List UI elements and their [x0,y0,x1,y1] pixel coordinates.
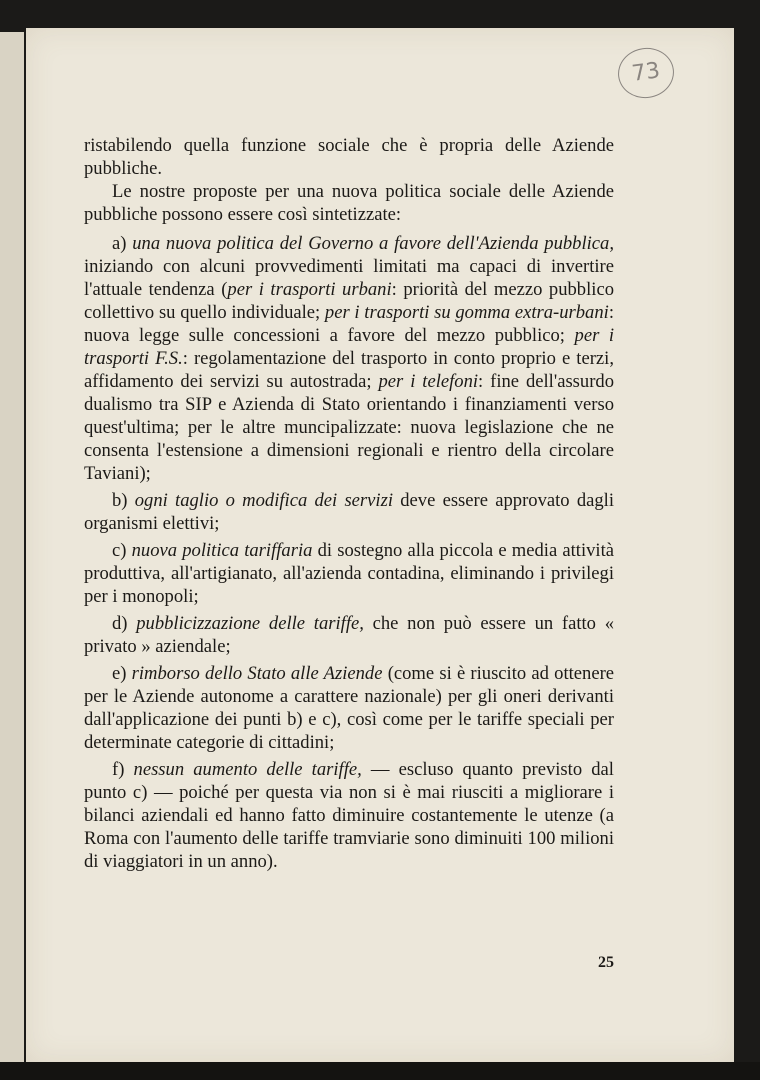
text-run: a) [112,233,133,254]
italic-phrase: ogni taglio o modifica dei servizi [134,490,393,511]
page-number: 25 [598,954,614,971]
adjacent-page-edge [0,32,24,1062]
list-item-d [84,612,614,658]
body-text [84,134,614,877]
text-run: Le nostre proposte per una nuova politica sociale delle Aziende pubbliche possono essere così sintetizzate: [84,181,614,225]
list-item-b [84,489,614,535]
scan-border [0,1062,760,1080]
text-run: deve essere approvato dagli organismi elettivi; [84,490,614,534]
text-run: c) [112,540,132,561]
text-run: e) [112,663,132,684]
italic-phrase: nessun aumento delle tariffe, [133,759,362,780]
text-run: d) [112,613,137,634]
text-run: : priorità del mezzo pubblico collettivo su quello individuale; [84,279,614,323]
text-run: b) [112,490,135,511]
italic-phrase: per i telefoni [378,371,479,392]
italic-phrase: per i trasporti F.S. [84,325,614,369]
paragraph [84,134,614,180]
text-run: f) [112,759,134,780]
list-item-c [84,539,614,608]
italic-phrase: una nuova politica del Governo a favore dell'Azienda pubblica, [132,233,614,254]
text-run: : nuova legge sulle concessioni a favore del mezzo pubblico; [84,302,614,346]
italic-phrase: nuova politica tariffaria [131,540,313,561]
text-run: : fine dell'assurdo dualismo tra SIP e Azienda di Stato orientando i finanziamenti verso quest'ultima; per le altre muncipalizzate: nuova legislazione che ne consenta l'estensione a dimensioni regionali e rientro della circolare Taviani); [84,371,614,484]
text-run: che non può essere un fatto « privato » aziendale; [84,613,615,657]
italic-phrase: per i trasporti urbani [227,279,392,300]
italic-phrase: per i trasporti su gomma extra-urbani [324,302,609,323]
text-run: ristabilendo quella funzione sociale che è propria delle Aziende pubbliche. [84,135,614,179]
list-item-a [84,232,614,485]
list-item-e [84,662,614,754]
text-run: iniziando con alcuni provvedimenti limitati ma capaci di invertire l'attuale tendenza ( [84,256,614,300]
italic-phrase: pubblicizzazione delle tariffe, [136,613,364,634]
italic-phrase: rimborso dello Stato alle Aziende [131,663,383,684]
text-run: di sostegno alla piccola e media attività produttiva, all'artigianato, all'azienda contadina, eliminando i privilegi per i monopoli; [84,540,615,607]
text-run: : regolamentazione del trasporto in conto proprio e terzi, affidamento dei servizi su autostrada; [84,348,614,392]
list-item-f [84,758,614,873]
paragraph [84,180,614,226]
text-run: (come si è riuscito ad ottenere per le Aziende autonome a carattere nazionale) per gli oneri derivanti dall'applicazione dei punti b) e c), così come per le tariffe speciali per determinate categorie di cittadini; [84,663,615,753]
handwritten-page-mark: 73 [615,44,677,101]
text-run: — escluso quanto previsto dal punto c) — poiché per questa via non si è mai riusciti a migliorare i bilanci aziendali ed hanno fatto diminuire costantemente le utenze (a Roma con l'aumento delle tariffe tramviarie sono diminuiti 100 milioni di viaggiatori in un anno). [84,759,614,872]
